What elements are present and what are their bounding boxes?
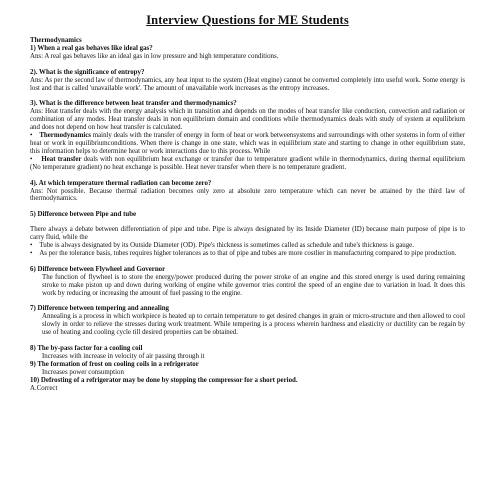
pipe-paragraph-1: There always a debate between differentiation of pipe and tube. Pipe is always designated by its Inside Diameter (ID) because main purpose of pipe is to carry fluid, while the — [30, 226, 465, 242]
bullet-1-head: Thermodynamics — [39, 132, 91, 140]
bullet-1-text: mainly deals with the transfer of energy in form of heat or work betweensystems and surroundings with other systems in form of either heat or work in equilibriumconditions. When there is change in one state, which was in equilibrium state and starting to change in other equilibrium state, this information helps to determine heat or work interactions due to this process. While — [30, 132, 465, 155]
page-title: Interview Questions for ME Students — [146, 13, 349, 27]
question-9: 9) The formation of frost on cooling coils in a refrigerator — [30, 360, 199, 368]
answer-1: Ans: A real gas behaves like an ideal gas in low pressure and high temperature conditions. — [30, 52, 279, 60]
answer-2: Ans: As per the second law of thermodynamics, any heat input to the system (Heat engine) cannot be converted completely into useful work. Some energy is lost and that is called 'unavailable work'. The amount of unavailable work increases as the entropy increases. — [30, 76, 465, 92]
bullet-2-head: Heat transfer — [41, 155, 82, 163]
flywheel-text: The function of flywheel is to store the energy/power produced during the power stroke of an engine and this stored energy is used during remaining stroke to make piston up and down during working of engine while governor tries control the speed of an engine due to variation in load. It does this work by reducing or increasing the amount of fuel passing to the engine. — [42, 273, 465, 297]
tempering-text: Annealing is a process in which workpiece is heated up to certain temperature to get desired changes in grain or micro-structure and then allowed to cool slowly in order to relieve the stresses during work treatment. While tempering is a process wherein hardness and elasticity or ductility can be regain by use of heating and cooling cycle till desired properties can be obtained. — [42, 313, 465, 337]
document-page — [30, 13, 465, 393]
bullet-thermodynamics: • Thermodynamics mainly deals with the transfer of energy in form of heat or work betweensystems and surroundings with other systems in form of either heat or work in equilibriumconditions. When there is change in one state, which was in equilibrium state and starting to change in other equilibrium state, this information helps to determine heat or work interactions due to this process. While — [30, 132, 465, 155]
pipe-section — [30, 211, 465, 258]
pipe-paragraph-3: • As per the tolerance basis, tubes requires higher tolerances as to that of pipe and tubes are more costlier in manufacturing compared to pipe production. — [30, 249, 457, 257]
answer-10: A.Correct — [30, 384, 58, 392]
question-1: 1) When a real gas behaves like ideal gas? — [30, 44, 153, 52]
question-3: 3). What is the difference between heat transfer and thermodynamics? — [30, 100, 237, 108]
pipe-paragraph-2: • Tube is always designated by its Outside Diameter (OD). Pipe's thickness is sometimes called as schedule and tube's thickness is gauge. — [30, 242, 414, 250]
question-2: 2). What is the significance of entropy? — [30, 68, 145, 76]
q3-block — [30, 100, 465, 171]
bullet-2-text: deals with non equilibrium heat exchange or transfer due to temperature gradient while in thermodynamics, during thermal equilibrium (No temperature gradient) no heat exchange is possible. Heat never transfer when there is no temperature gradient. — [30, 155, 465, 171]
thermo-section — [30, 37, 465, 61]
q2-block — [30, 69, 465, 93]
question-4: 4). At which temperature thermal radiation can become zero? — [30, 179, 212, 187]
bullet-heat-transfer: • Heat transfer deals with non equilibrium heat exchange or transfer due to temperature gradient while in thermodynamics, during thermal equilibrium (No temperature gradient) no heat exchange is possible. Heat never transfer when there is no temperature gradient. — [30, 155, 465, 171]
pipe-heading: 5) Difference between Pipe and tube — [30, 211, 137, 219]
pipe-paragraph-2-text: Tube is always designated by its Outside Diameter (OD). Pipe's thickness is sometimes called as schedule and tube's thickness is gauge. — [39, 242, 414, 250]
question-10: 10) Defrosting of a refrigerator may be done by stopping the compressor for a short period. — [30, 376, 298, 384]
thermo-heading: Thermodynamics — [30, 37, 82, 44]
question-8: 8) The by-pass factor for a cooling coil — [30, 345, 143, 353]
flywheel-heading: 6) Difference between Flywheel and Governor — [30, 265, 166, 273]
tempering-heading: 7) Difference between tempering and annealing — [30, 305, 170, 313]
answer-3: Ans: Heat transfer deals with the energy analysis which in transition and depends on the modes of heat transfer like conduction, convection and radiation or combination of any modes. Heat transfer deals in non equilibrium domain and conditions while thermodynamics deals with study of system at equilibrium and does not depend on how heat transfer is calculated. — [30, 108, 465, 132]
pipe-paragraph-3-text: As per the tolerance basis, tubes requires higher tolerances as to that of pipe and tubes are more costlier in manufacturing compared to pipe production. — [39, 249, 457, 257]
misc-section — [30, 345, 465, 392]
flywheel-section — [30, 266, 465, 298]
answer-9: Increases power consumption — [42, 368, 124, 376]
answer-8: Increases with increase in velocity of air passing through it — [42, 353, 205, 360]
q4-block — [30, 180, 465, 204]
answer-4: Ans: Not possible. Because thermal radiation becomes only zero at absolute zero temperature which can never be attained by the third law of thermodynamics. — [30, 187, 465, 203]
tempering-section — [30, 305, 465, 337]
